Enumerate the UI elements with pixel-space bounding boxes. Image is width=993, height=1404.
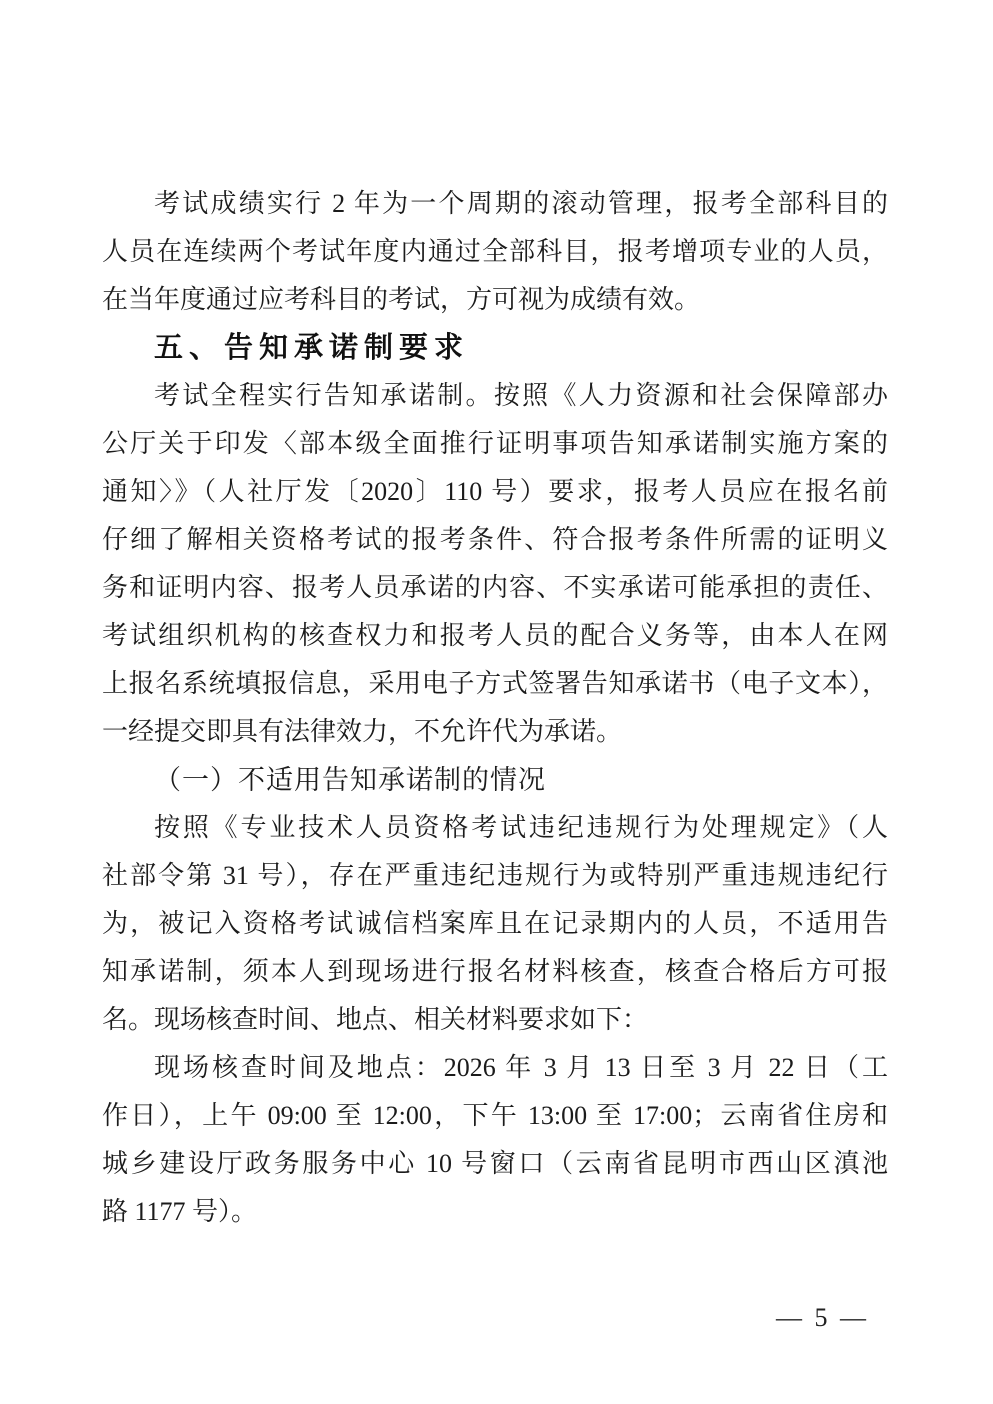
text-line: 考试全程实行告知承诺制。按照《人力资源和社会保障部办: [154, 381, 888, 410]
section-heading: 五、告知承诺制要求: [154, 332, 470, 364]
text-line: 考试成绩实行 2 年为一个周期的滚动管理，报考全部科目的: [154, 189, 888, 218]
text-line: 公厅关于印发〈部本级全面推行证明事项告知承诺制实施方案的: [102, 429, 888, 458]
text-line: 现场核查时间及地点：2026 年 3 月 13 日至 3 月 22 日（工: [154, 1053, 888, 1082]
text-line: 考试组织机构的核查权力和报考人员的配合义务等，由本人在网: [102, 621, 888, 650]
text-line: 名。现场核查时间、地点、相关材料要求如下：: [102, 1005, 649, 1034]
text-line: 在当年度通过应考科目的考试，方可视为成绩有效。: [102, 285, 701, 314]
page-number: — 5 —: [776, 1303, 869, 1332]
text-line: 上报名系统填报信息，采用电子方式签署告知承诺书（电子文本），: [102, 669, 888, 698]
subsection-heading: （一）不适用告知承诺制的情况: [154, 765, 546, 795]
text-line: 按照《专业技术人员资格考试违纪违规行为处理规定》（人: [154, 813, 888, 842]
text-line: 务和证明内容、报考人员承诺的内容、不实承诺可能承担的责任、: [102, 573, 888, 602]
text-line: 知承诺制，须本人到现场进行报名材料核查，核查合格后方可报: [102, 957, 888, 986]
text-line: 作日），上午 09:00 至 12:00，下午 13:00 至 17:00；云南省住房和: [102, 1101, 888, 1130]
text-line: 城乡建设厅政务服务中心 10 号窗口（云南省昆明市西山区滇池: [102, 1149, 888, 1178]
text-line: 为，被记入资格考试诚信档案库且在记录期内的人员，不适用告: [102, 909, 888, 938]
text-line: 仔细了解相关资格考试的报考条件、符合报考条件所需的证明义: [102, 525, 888, 554]
text-line: 社部令第 31 号），存在严重违纪违规行为或特别严重违规违纪行: [102, 861, 888, 890]
text-line: 一经提交即具有法律效力，不允许代为承诺。: [102, 717, 623, 746]
text-line: 人员在连续两个考试年度内通过全部科目，报考增项专业的人员，: [102, 237, 888, 266]
text-line: 路 1177 号）。: [102, 1197, 258, 1226]
document-body: [102, 180, 888, 1236]
text-line: 通知〉》（人社厅发〔2020〕110 号）要求，报考人员应在报名前: [102, 477, 888, 506]
